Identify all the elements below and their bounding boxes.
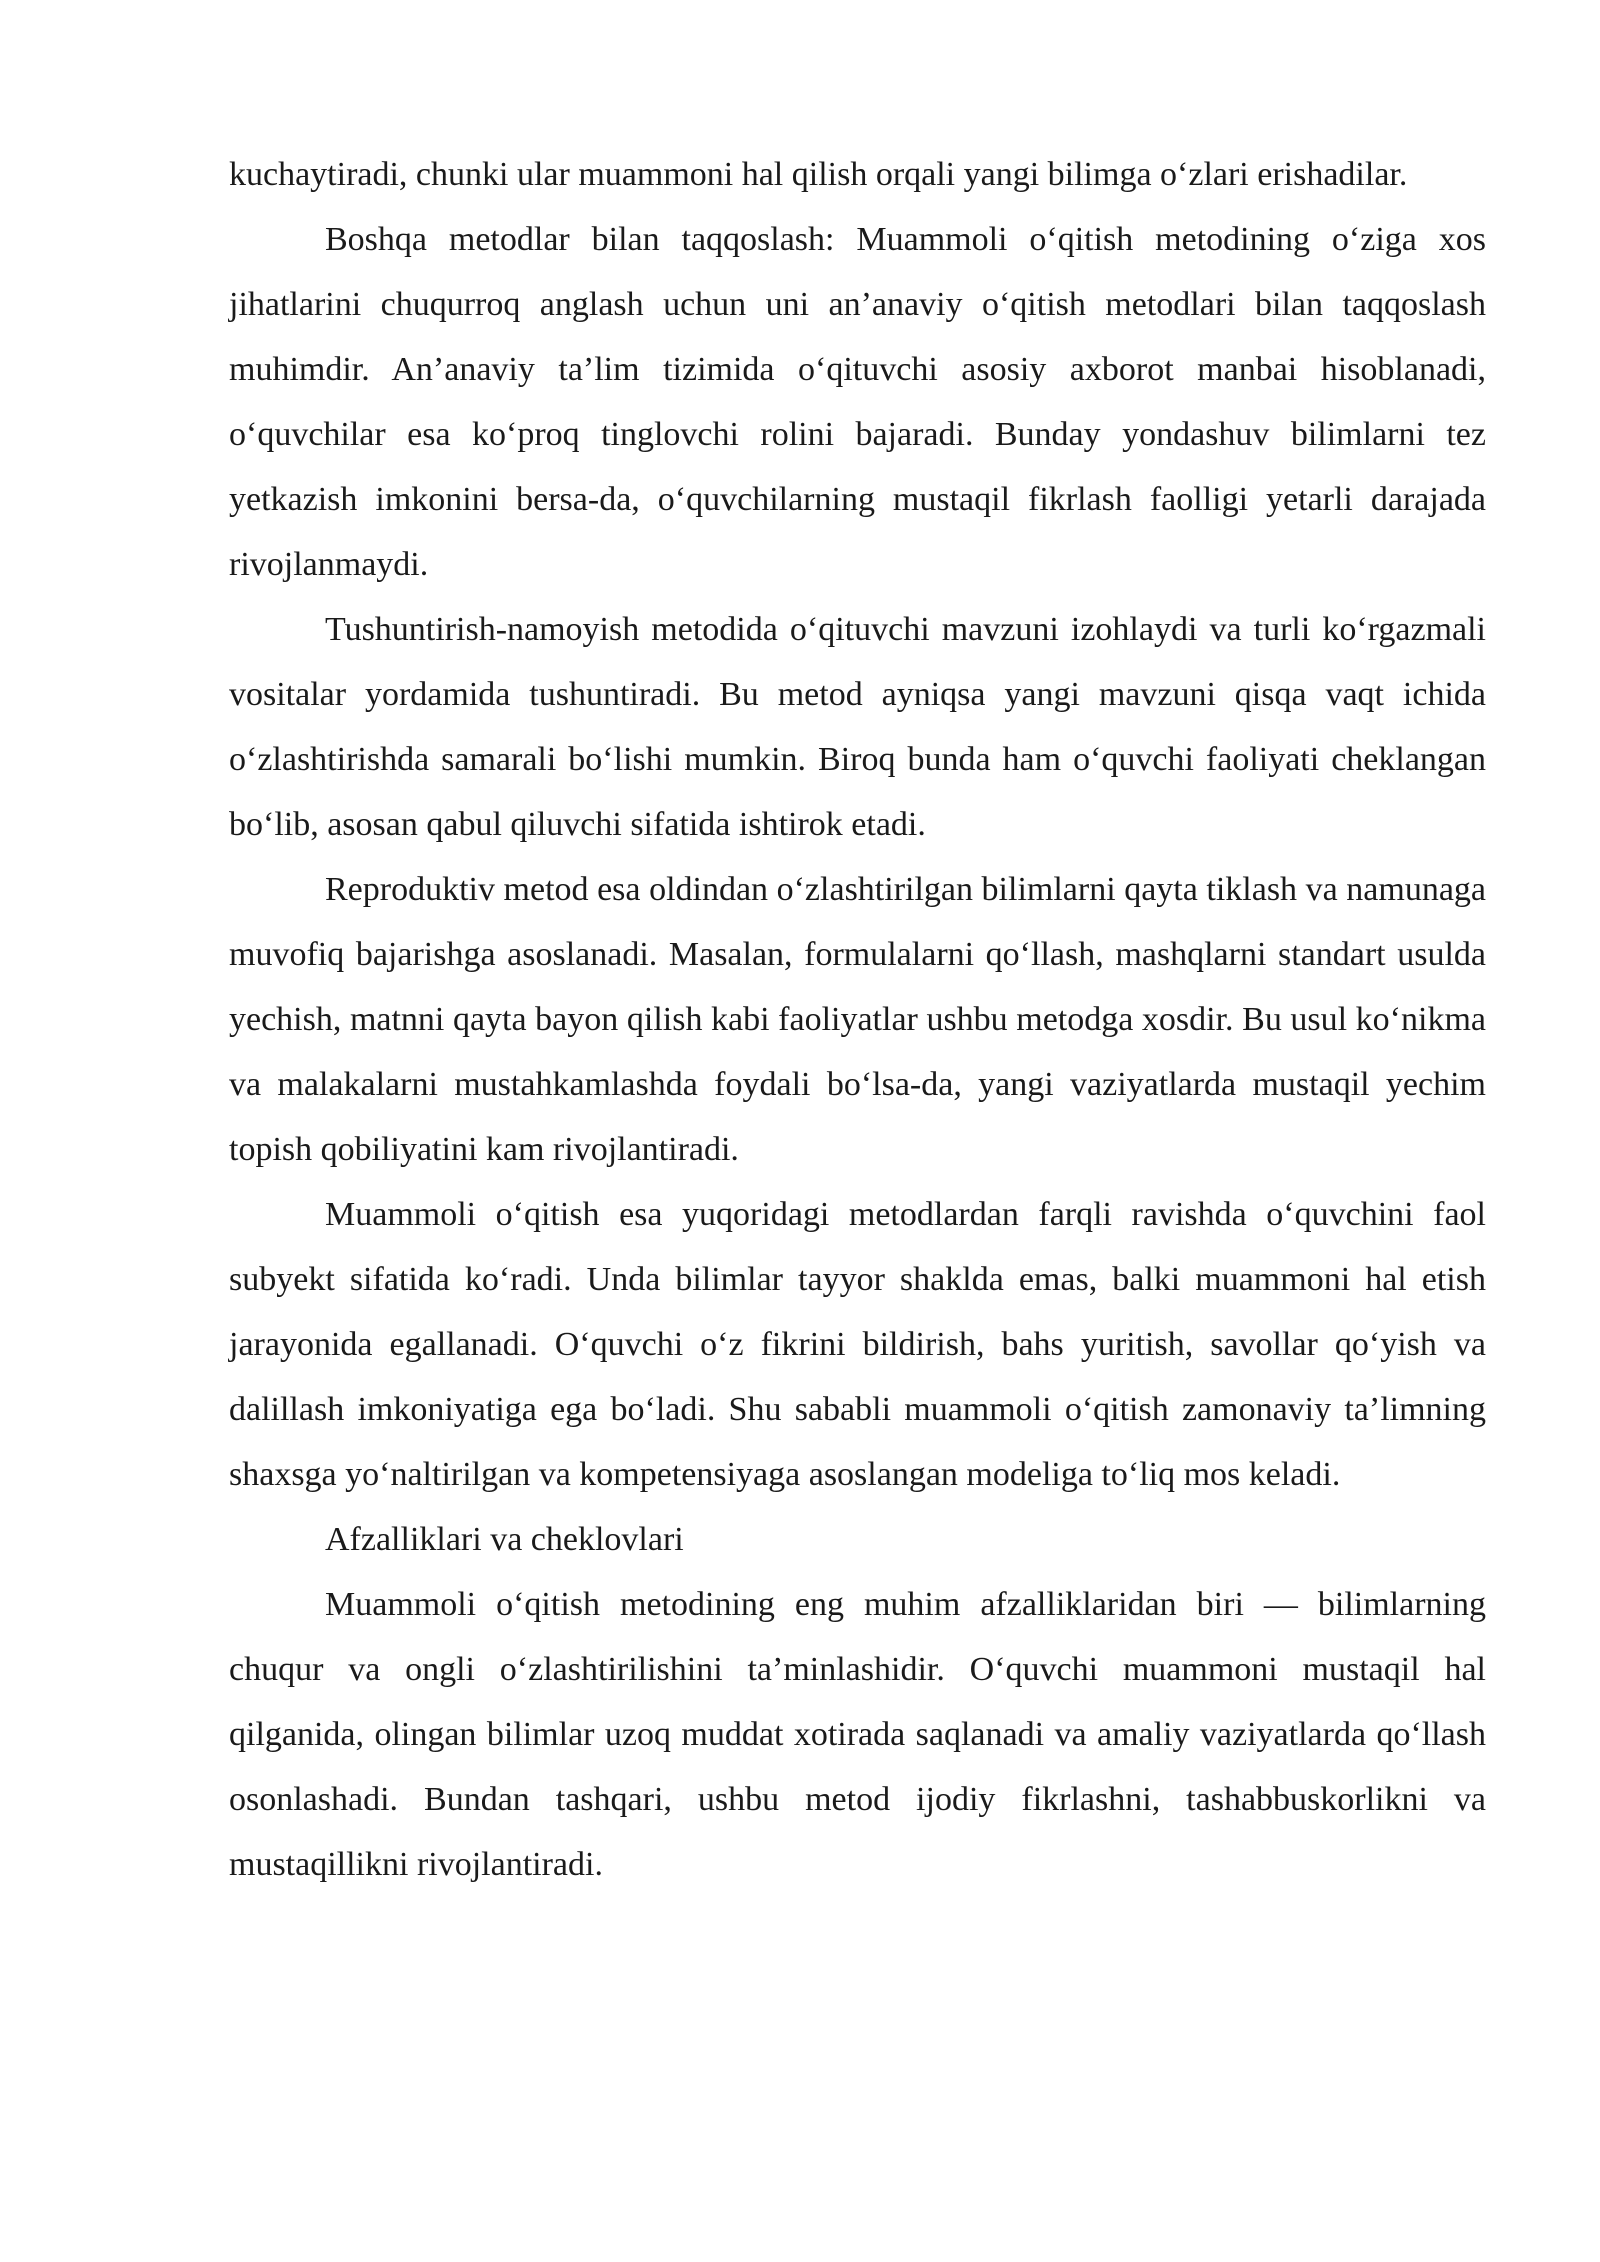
paragraph-reproductive-method: Reproduktiv metod esa oldindan o‘zlashtirilgan bilimlarni qayta tiklash va namunaga muvofiq bajarishga asoslanadi. Masalan, formulalarni qo‘llash, mashqlarni standart usulda yechish, matnni qayta bayon qilish kabi faoliyatlar ushbu metodga xosdir. Bu usul ko‘nikma va malakalarni mustahkamlashda foydali bo‘lsa-da, yangi vaziyatlarda mustaqil yechim topish qobiliyatini kam rivojlantiradi.: [229, 871, 1486, 1168]
paragraph-explanation-method: Tushuntirish-namoyish metodida o‘qituvchi mavzuni izohlaydi va turli ko‘rgazmali vositalar yordamida tushuntiradi. Bu metod ayniqsa yangi mavzuni qisqa vaqt ichida o‘zlashtirishda samarali bo‘lishi mumkin. Biroq bunda ham o‘quvchi faoliyati cheklangan bo‘lib, asosan qabul qiluvchi sifatida ishtirok etadi.: [229, 611, 1486, 843]
paragraph-comparison-intro: Boshqa metodlar bilan taqqoslash: Muammoli o‘qitish metodining o‘ziga xos jihatlarini chuqurroq anglash uchun uni an’anaviy o‘qitish metodlari bilan taqqoslash muhimdir. An’anaviy ta’lim tizimida o‘qituvchi asosiy axborot manbai hisoblanadi, o‘quvchilar esa ko‘proq tinglovchi rolini bajaradi. Bunday yondashuv bilimlarni tez yetkazish imkonini bersa-da, o‘quvchilarning mustaqil fikrlash faolligi yetarli darajada rivojlanmaydi.: [229, 221, 1486, 583]
paragraph-problem-teaching: Muammoli o‘qitish esa yuqoridagi metodlardan farqli ravishda o‘quvchini faol subyekt sifatida ko‘radi. Unda bilimlar tayyor shakldа emas, balki muammoni hal etish jarayonida egallanadi. O‘quvchi o‘z fikrini bildirish, bahs yuritish, savollar qo‘yish va dalillash imkoniyatiga ega bo‘ladi. Shu sababli muammoli o‘qitish zamonaviy ta’limning shaxsga yo‘naltirilgan va kompetensiyaga asoslangan modeliga to‘liq mos keladi.: [229, 1196, 1486, 1493]
document-body: [229, 142, 1486, 1897]
paragraph-advantages: Muammoli o‘qitish metodining eng muhim afzalliklaridan biri — bilimlarning chuqur va ongli o‘zlashtirilishini ta’minlashidir. O‘quvchi muammoni mustaqil hal qilganida, olingan bilimlar uzoq muddat xotirada saqlanadi va amaliy vaziyatlarda qo‘llash osonlashadi. Bundan tashqari, ushbu metod ijodiy fikrlashni, tashabbuskorlikni va mustaqillikni rivojlantiradi.: [229, 1586, 1486, 1883]
section-heading: Afzalliklari va cheklovlari: [325, 1521, 684, 1558]
paragraph-continuation: kuchaytiradi, chunki ular muammoni hal qilish orqali yangi bilimga o‘zlari erishadilar.: [229, 156, 1408, 193]
